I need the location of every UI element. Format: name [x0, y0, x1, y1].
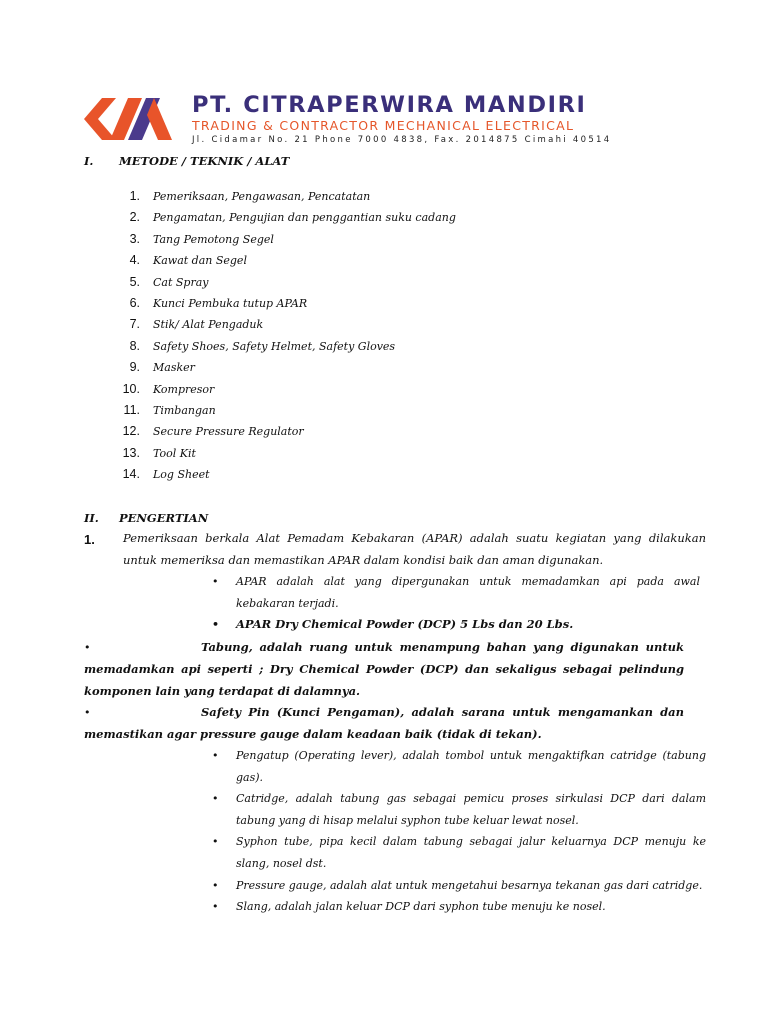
- list-item-number: 6.: [129, 295, 140, 310]
- list-item: [212, 831, 706, 874]
- letterhead: [0, 0, 768, 150]
- list-item-text: APAR adalah alat yang dipergunakan untuk memadamkan api pada awal kebakaran terjadi.: [236, 575, 700, 610]
- list-item-text: Pressure gauge, adalah alat untuk mengetahui besarnya tekanan gas dari catridge.: [236, 878, 703, 892]
- list-item: [118, 444, 618, 465]
- list-item-text: Tang Pemotong Segel: [153, 232, 274, 246]
- list-item-number: 1.: [129, 189, 140, 203]
- list-item-number: 14.: [122, 467, 140, 482]
- list-item-text: Pemeriksaan, Pengawasan, Pencatatan: [153, 190, 371, 203]
- list-item: [212, 788, 706, 831]
- list-item-number: 4.: [129, 253, 140, 268]
- company-logo-icon: [84, 95, 172, 143]
- company-name: PT. CITRAPERWIRA MANDIRI: [192, 92, 587, 118]
- list-item: [212, 614, 700, 636]
- list-item-text: Safety Shoes, Safety Helmet, Safety Gloves: [153, 339, 396, 353]
- bullet-icon: •: [212, 575, 219, 588]
- list-item-number: 10.: [122, 381, 140, 396]
- list-item-number: 13.: [122, 445, 140, 460]
- list-item-text: Cat Spray: [153, 275, 209, 289]
- company-tagline: TRADING & CONTRACTOR MECHANICAL ELECTRICAL: [192, 118, 575, 133]
- list-item: [118, 465, 618, 486]
- list-item: [118, 273, 618, 294]
- list-item-number: 8.: [129, 338, 140, 353]
- list-item-text: Tool Kit: [153, 446, 196, 460]
- list-item: [118, 422, 618, 443]
- list-item-text: Timbangan: [153, 403, 216, 417]
- section-1-title: METODE / TEKNIK / ALAT: [119, 154, 290, 168]
- list-item: [118, 230, 618, 251]
- bullet-icon: •: [212, 749, 219, 762]
- list-item-number: 2.: [129, 210, 140, 225]
- list-item-number: 5.: [129, 274, 140, 289]
- list-item-text: Pengatup (Operating lever), adalah tombol untuk mengaktifkan catridge (tabung gas).: [236, 749, 706, 784]
- list-item: [118, 358, 618, 379]
- list-item: [118, 315, 618, 336]
- list-item: [118, 187, 618, 208]
- safety-pin-definition-first-line: Safety Pin (Kunci Pengaman), adalah sarana untuk mengamankan dan: [201, 705, 684, 719]
- list-item-number: 3.: [129, 231, 140, 246]
- safety-pin-definition-rest: memastikan agar pressure gauge dalam keadaan baik (tidak di tekan).: [84, 727, 542, 741]
- section-2-number: II.: [84, 511, 99, 525]
- list-item: [118, 208, 618, 229]
- section-1-number: I.: [84, 154, 94, 168]
- list-item: [212, 745, 706, 788]
- list-item-text: Slang, adalah jalan keluar DCP dari syphon tube menuju ke nosel.: [236, 900, 606, 914]
- list-item-text: Masker: [153, 361, 195, 375]
- list-item: [118, 294, 618, 315]
- tabung-definition-first-line: Tabung, adalah ruang untuk menampung bahan yang digunakan untuk: [201, 640, 684, 654]
- company-address: Jl. Cidamar No. 21 Phone 7000 4838, Fax. 2014875 Cimahi 40514: [192, 135, 612, 145]
- list-item-text: Stik/ Alat Pengaduk: [153, 318, 264, 332]
- list-item-text: APAR Dry Chemical Powder (DCP) 5 Lbs dan 20 Lbs.: [236, 617, 574, 632]
- list-item-text: Secure Pressure Regulator: [153, 425, 304, 439]
- list-item: [118, 380, 618, 401]
- paragraph-number: 1.: [84, 532, 95, 547]
- apar-definition-paragraph: Pemeriksaan berkala Alat Pemadam Kebakaran (APAR) adalah suatu kegiatan yang dilakukan untuk memeriksa dan memastikan APAR dalam kondisi baik dan aman digunakan.: [123, 531, 706, 567]
- list-item: [212, 571, 700, 614]
- apar-parts-list: [212, 745, 706, 918]
- list-item-number: 12.: [122, 424, 140, 439]
- list-item-text: Kawat dan Segel: [153, 254, 247, 268]
- list-item: [118, 401, 618, 422]
- list-item: [212, 896, 706, 918]
- bullet-icon: •: [212, 618, 220, 632]
- list-item-number: 11.: [123, 402, 140, 417]
- bullet-icon: •: [84, 706, 91, 719]
- list-item-number: 7.: [129, 317, 140, 332]
- bullet-icon: •: [212, 878, 219, 892]
- bullet-icon: •: [212, 835, 219, 849]
- section-2-title: PENGERTIAN: [119, 511, 209, 525]
- bullet-icon: •: [212, 900, 219, 914]
- list-item-text: Catridge, adalah tabung gas sebagai pemicu proses sirkulasi DCP dari dalam tabung yang di hisap melalui syphon tube keluar lewat nosel.: [236, 792, 706, 827]
- list-item-text: Kompresor: [153, 382, 215, 396]
- tools-list: [118, 187, 618, 486]
- list-item-text: Log Sheet: [153, 468, 210, 482]
- tabung-definition-rest: memadamkan api seperti ; Dry Chemical Powder (DCP) dan sekaligus sebagai pelindung komponen lain yang terdapat di dalamnya.: [84, 662, 684, 698]
- list-item-text: Pengamatan, Pengujian dan penggantian suku cadang: [153, 211, 456, 225]
- list-item: [118, 251, 618, 272]
- list-item-text: Syphon tube, pipa kecil dalam tabung sebagai jalur keluarnya DCP menuju ke slang, nosel dst.: [236, 835, 706, 870]
- bullet-icon: •: [84, 641, 91, 654]
- apar-sub-bullets: [212, 571, 700, 636]
- list-item-number: 9.: [129, 360, 140, 375]
- list-item-text: Kunci Pembuka tutup APAR: [153, 296, 308, 310]
- list-item: [212, 875, 706, 897]
- list-item: [118, 337, 618, 358]
- bullet-icon: •: [212, 792, 219, 806]
